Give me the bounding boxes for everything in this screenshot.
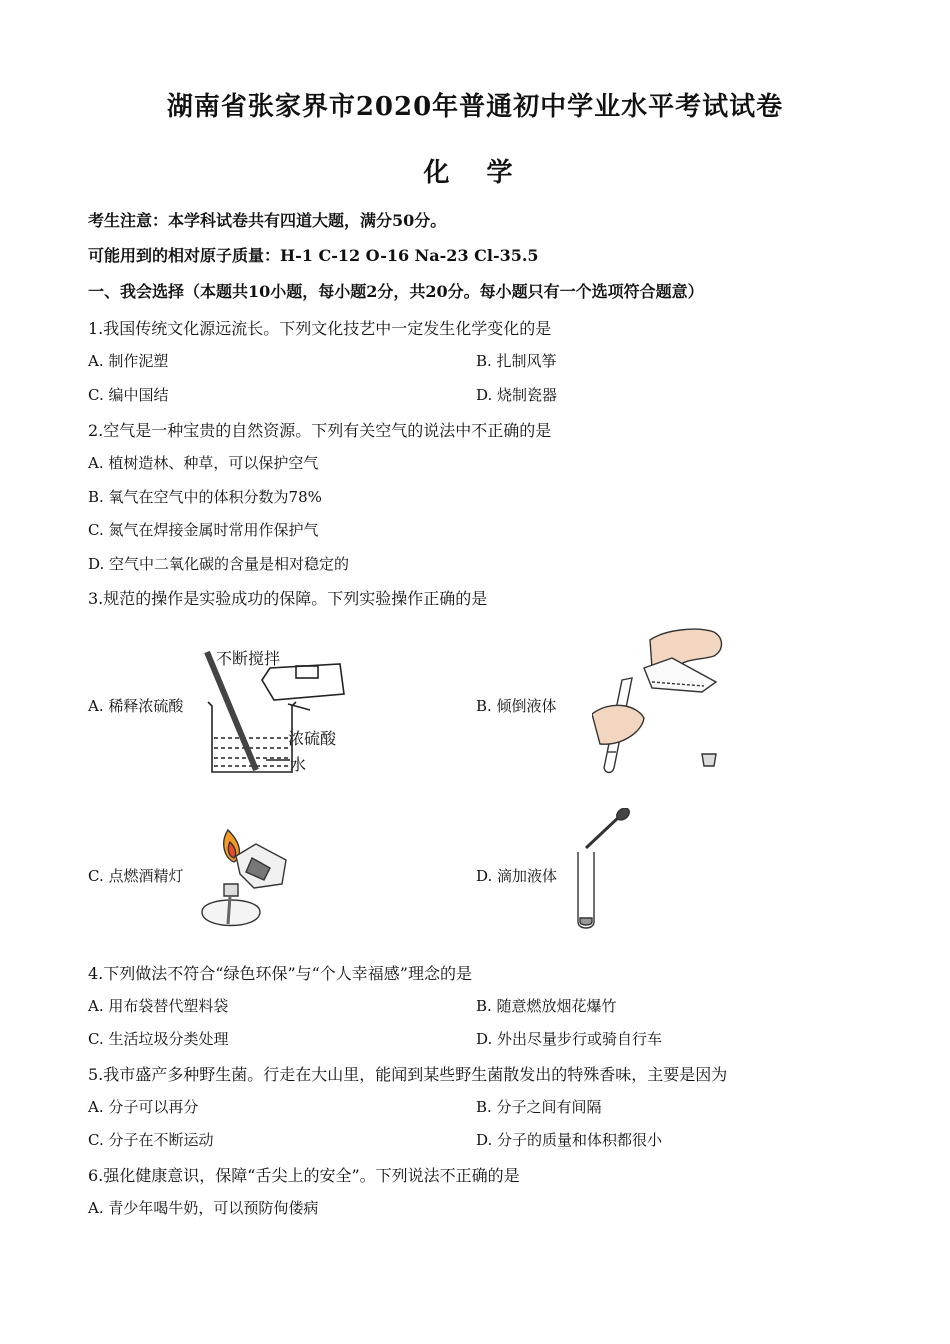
question-2-option-c: C. 氮气在焊接金属时常用作保护气: [88, 521, 319, 539]
question-5-option-a: A. 分子可以再分: [88, 1098, 199, 1116]
figure-a-label-stir: 不断搅拌: [216, 649, 281, 668]
question-1-option-c: C. 编中国结: [88, 386, 169, 404]
question-4-option-a: A. 用布袋替代塑料袋: [88, 997, 229, 1015]
question-5-option-d: D. 分子的质量和体积都很小: [476, 1131, 663, 1149]
question-2-option-d: D. 空气中二氧化碳的含量是相对稳定的: [88, 555, 350, 573]
figure-a-label-water: 水: [290, 755, 307, 774]
question-3-option-a: A. 稀释浓硫酸: [88, 697, 184, 715]
question-5-stem: 5.我市盛产多种野生菌。行走在大山里，能闻到某些野生菌散发出的特殊香味，主要是因为: [88, 1065, 728, 1084]
figure-pour-liquid: [592, 622, 742, 774]
question-6-stem: 6.强化健康意识，保障“舌尖上的安全”。下列说法不正确的是: [88, 1166, 520, 1185]
question-4-option-d: D. 外出尽量步行或骑自行车: [476, 1030, 663, 1048]
question-3-stem: 3.规范的操作是实验成功的保障。下列实验操作正确的是: [88, 589, 488, 608]
subject-title: 化 学: [423, 158, 527, 188]
figure-a-label-acid: 浓硫酸: [288, 729, 337, 748]
question-1-option-d: D. 烧制瓷器: [476, 386, 558, 404]
question-6-option-a: A. 青少年喝牛奶，可以预防佝偻病: [88, 1199, 319, 1217]
question-5-option-b: B. 分子之间有间隔: [476, 1098, 602, 1116]
question-2-option-a: A. 植树造林、种草，可以保护空气: [88, 454, 319, 472]
figure-drop-liquid: [568, 808, 638, 934]
question-4-option-b: B. 随意燃放烟花爆竹: [476, 997, 617, 1015]
question-1-option-b: B. 扎制风筝: [476, 352, 557, 370]
question-4-stem: 4.下列做法不符合“绿色环保”与“个人幸福感”理念的是: [88, 964, 472, 983]
question-3-option-d: D. 滴加液体: [476, 867, 558, 885]
atomic-masses: 可能用到的相对原子质量：H-1 C-12 O-16 Na-23 Cl-35.5: [88, 246, 539, 265]
question-5-option-c: C. 分子在不断运动: [88, 1131, 214, 1149]
exam-title: 湖南省张家界市2020年普通初中学业水平考试试卷: [166, 92, 784, 122]
question-1-stem: 1.我国传统文化源远流长。下列文化技艺中一定发生化学变化的是: [88, 319, 552, 338]
question-2-option-b: B. 氧气在空气中的体积分数为78%: [88, 488, 322, 506]
question-3-option-b: B. 倾倒液体: [476, 697, 557, 715]
question-3-option-c: C. 点燃酒精灯: [88, 867, 184, 885]
question-2-stem: 2.空气是一种宝贵的自然资源。下列有关空气的说法中不正确的是: [88, 421, 552, 440]
question-1-option-a: A. 制作泥塑: [88, 352, 169, 370]
figure-light-alcohol-lamp: [194, 826, 304, 938]
exam-notice: 考生注意：本学科试卷共有四道大题，满分50分。: [88, 211, 447, 230]
question-4-option-c: C. 生活垃圾分类处理: [88, 1030, 229, 1048]
section-one-heading: 一、我会选择（本题共10小题，每小题2分，共20分。每小题只有一个选项符合题意）: [88, 282, 704, 301]
